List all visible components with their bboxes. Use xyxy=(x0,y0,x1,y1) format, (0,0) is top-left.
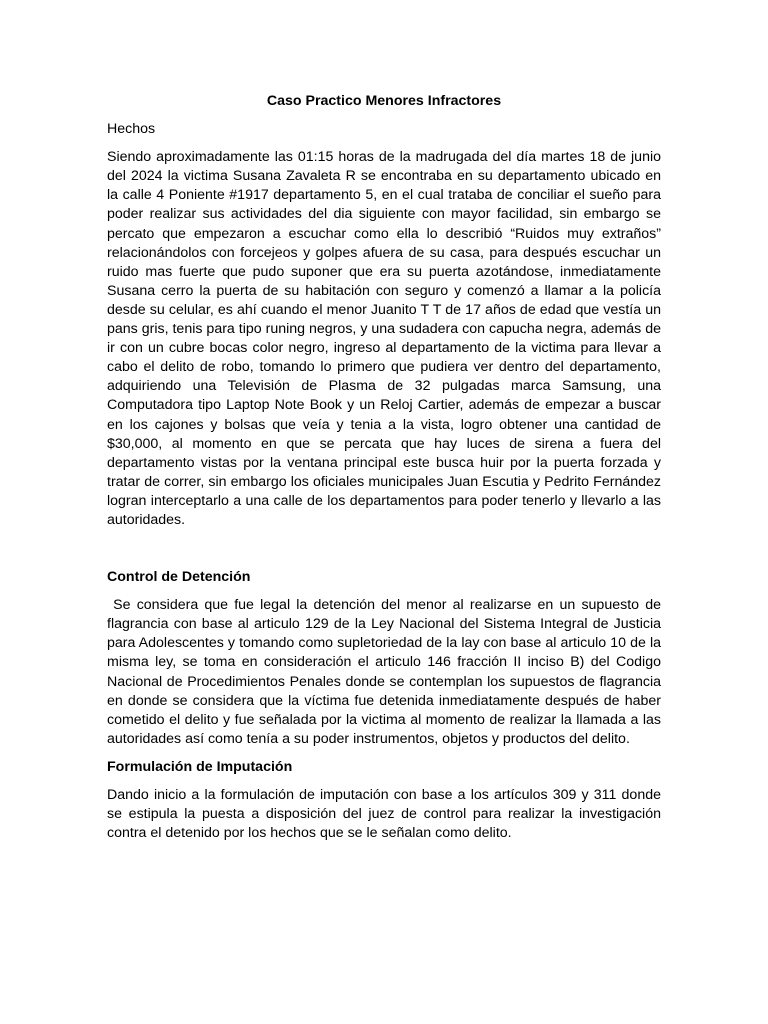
document-title: Caso Practico Menores Infractores xyxy=(266,93,502,109)
section-heading-hechos: Hechos xyxy=(107,121,156,138)
section-heading-formulacion-imputacion: Formulación de Imputación xyxy=(107,758,293,775)
document-content xyxy=(107,92,665,843)
section-heading-control-detencion: Control de Detención xyxy=(107,569,251,586)
spacer xyxy=(107,530,661,568)
spacer xyxy=(107,749,661,758)
paragraph-control-detencion: Se considera que fue legal la detención del menor al realizarse en un supuesto de flagrancia con base al articulo 129 de la Ley Nacional del Sistema Integral de Justicia para Adolescentes y tomando como supletoriedad de la lay con base al articulo 10 de la misma ley, se toma en consideración el articulo 146 fracción II inciso B) del Codigo Nacional de Procedimientos Penales donde se contemplan los supuestos de flagrancia en donde se considera que la víctima fue detenida inmediatamente después de haber cometido el delito y fue señalada por la victima al momento de realizar la llamada a las autoridades así como tenía a su poder instrumentos, objetos y productos del delito. xyxy=(107,597,665,747)
paragraph-formulacion-imputacion: Dando inicio a la formulación de imputación con base a los artículos 309 y 311 donde se estipula la puesta a disposición del juez de control para realizar la investigación contra el detenido por los hechos que se le señalan como delito. xyxy=(107,787,661,842)
paragraph-hechos: Siendo aproximadamente las 01:15 horas de la madrugada del día martes 18 de junio del 2024 la victima Susana Zavaleta R se encontraba en su departamento ubicado en la calle 4 Poniente #1917 departamento 5, en el cual trataba de conciliar el sueño para poder realizar sus actividades del dia siguiente con mayor facilidad, sin embargo se percato que empezaron a escuchar como ella lo describió “Ruidos muy extraños” relacionándolos con forcejeos y golpes afuera de su casa, para después escuchar un ruido mas fuerte que pudo suponer que era su puerta azotándose, inmediatamente Susana cerro la puerta de su habitación con seguro y comenzó a llamar a la policía desde su celular, es ahí cuando el menor Juanito T T de 17 años de edad que vestía un pans gris, tenis para tipo runing negros, y una sudadera con capucha negra, además de ir con un cubre bocas color negro, ingreso al departamento de la victima para llevar a cabo el delito de robo, tomando lo primero que pudiera ver dentro del departamento, adquiriendo una Televisión de Plasma de 32 pulgadas marca Samsung, una Computadora tipo Laptop Note Book y un Reloj Cartier, además de empezar a buscar en los cajones y bolsas que veía y tenia a la vista, logro obtener una cantidad de $30,000, al momento en que se percata que hay luces de sirena a fuera del departamento vistas por la ventana principal este busca huir por la puerta forzada y tratar de correr, sin embargo los oficiales municipales Juan Escutia y Pedrito Fernández logran interceptarlo a una calle de los departamentos para poder tenerlo y llevarlo a las autoridades. xyxy=(107,149,661,528)
